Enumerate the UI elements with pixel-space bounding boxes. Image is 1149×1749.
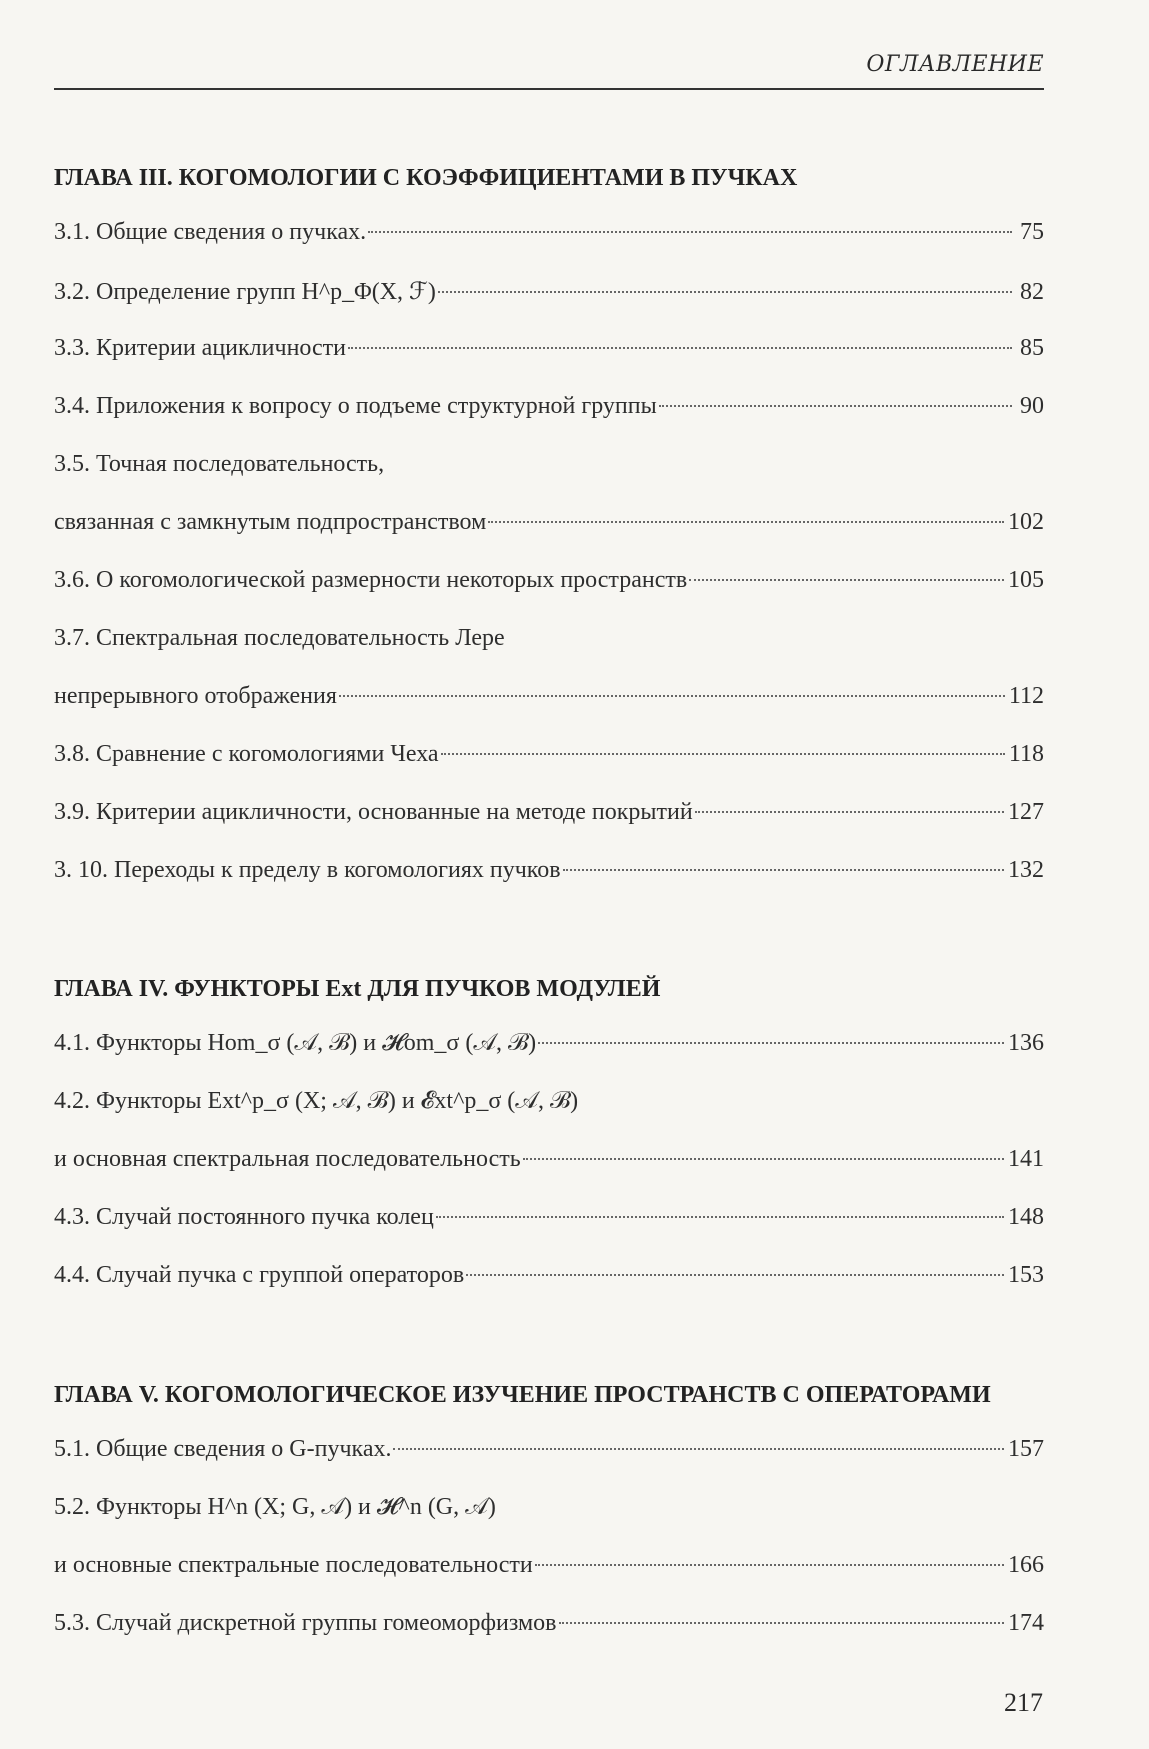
dot-leader xyxy=(436,1216,1004,1218)
toc-page-number: 157 xyxy=(1008,1436,1044,1462)
toc-entry-text: 3. 10. Переходы к пределу в когомологиях пучков xyxy=(54,857,561,883)
dot-leader xyxy=(695,811,1004,813)
toc-entry xyxy=(54,567,1044,625)
toc-page-number: 148 xyxy=(1008,1204,1044,1230)
toc-page-number: 132 xyxy=(1008,857,1044,883)
dot-leader xyxy=(563,869,1004,871)
toc-entry-text: связанная с замкнутым подпространством xyxy=(54,509,487,535)
toc-page-number: 82 xyxy=(1020,279,1044,305)
toc-entry xyxy=(54,683,1044,741)
toc-entry xyxy=(54,277,1044,335)
dot-leader xyxy=(559,1622,1005,1624)
dot-leader xyxy=(348,347,1012,349)
toc-list xyxy=(54,1436,1044,1668)
toc-entry xyxy=(54,1494,1044,1552)
toc-entry xyxy=(54,509,1044,567)
toc-page-number: 127 xyxy=(1008,799,1044,825)
toc-entry-text: 4.3. Случай постоянного пучка колец xyxy=(54,1204,434,1230)
toc-entry-text: и основные спектральные последовательности xyxy=(54,1552,533,1578)
toc-page-number: 112 xyxy=(1008,683,1044,709)
dot-leader xyxy=(523,1158,1004,1160)
toc-page-number: 90 xyxy=(1020,393,1044,419)
toc-entry xyxy=(54,625,1044,683)
chapter-heading: ГЛАВА IV. ФУНКТОРЫ Ext ДЛЯ ПУЧКОВ МОДУЛЕЙ xyxy=(54,976,661,1002)
dot-leader xyxy=(438,291,1012,293)
toc-entry-text: 3.7. Спектральная последовательность Лере xyxy=(54,625,505,651)
dot-leader xyxy=(393,1448,1004,1450)
dot-leader xyxy=(659,405,1012,407)
toc-entry xyxy=(54,799,1044,857)
toc-entry xyxy=(54,1146,1044,1204)
chapter-heading: ГЛАВА V. КОГОМОЛОГИЧЕСКОЕ ИЗУЧЕНИЕ ПРОСТРАНСТВ С ОПЕРАТОРАМИ xyxy=(54,1382,991,1408)
toc-entry xyxy=(54,1262,1044,1320)
toc-entry-text: 3.1. Общие сведения о пучках. xyxy=(54,219,367,245)
toc-entry xyxy=(54,451,1044,509)
dot-leader xyxy=(368,231,1012,233)
toc-entry xyxy=(54,335,1044,393)
toc-entry-text: 3.4. Приложения к вопросу о подъеме структурной группы xyxy=(54,393,657,419)
chapter-heading: ГЛАВА III. КОГОМОЛОГИИ С КОЭФФИЦИЕНТАМИ В ПУЧКАХ xyxy=(54,165,798,191)
toc-page-number: 102 xyxy=(1008,509,1044,535)
header-rule xyxy=(54,88,1044,90)
toc-entry xyxy=(54,1088,1044,1146)
dot-leader xyxy=(441,753,1005,755)
toc-entry xyxy=(54,1030,1044,1088)
dot-leader xyxy=(538,1042,1004,1044)
toc-list xyxy=(54,219,1044,915)
toc-entry-text: 3.5. Точная последовательность, xyxy=(54,451,385,477)
toc-entry-text: 4.2. Функторы Ext^p_σ (X; 𝒜, ℬ) и 𝓔xt^p_σ (𝒜, ℬ) xyxy=(54,1088,579,1114)
toc-entry-text: и основная спектральная последовательность xyxy=(54,1146,521,1172)
dot-leader xyxy=(488,521,1004,523)
toc-page-number: 136 xyxy=(1008,1030,1044,1056)
toc-entry xyxy=(54,219,1044,277)
dot-leader xyxy=(339,695,1005,697)
dot-leader xyxy=(689,579,1004,581)
toc-entry xyxy=(54,1204,1044,1262)
toc-entry xyxy=(54,741,1044,799)
toc-page-number: 141 xyxy=(1008,1146,1044,1172)
toc-page-number: 105 xyxy=(1008,567,1044,593)
toc-entry-text: 3.2. Определение групп H^p_Φ(X, ℱ) xyxy=(54,279,436,305)
toc-entry xyxy=(54,1610,1044,1668)
dot-leader xyxy=(466,1274,1004,1276)
toc-page-number: 118 xyxy=(1008,741,1044,767)
toc-page-number: 153 xyxy=(1008,1262,1044,1288)
toc-page-number: 85 xyxy=(1020,335,1044,361)
toc-entry-text: 3.6. О когомологической размерности некоторых пространств xyxy=(54,567,688,593)
dot-leader xyxy=(535,1564,1004,1566)
toc-entry-text: 5.1. Общие сведения о G-пучках. xyxy=(54,1436,392,1462)
running-head: ОГЛАВЛЕНИЕ xyxy=(866,52,1044,77)
toc-entry-text: 3.9. Критерии ацикличности, основанные на методе покрытий xyxy=(54,799,693,825)
toc-page-number: 174 xyxy=(1008,1610,1044,1636)
toc-entry xyxy=(54,1552,1044,1610)
toc-page-number: 75 xyxy=(1020,219,1044,245)
toc-page-number: 166 xyxy=(1008,1552,1044,1578)
toc-entry-text: непрерывного отображения xyxy=(54,683,337,709)
toc-entry-text: 5.3. Случай дискретной группы гомеоморфизмов xyxy=(54,1610,557,1636)
toc-entry xyxy=(54,1436,1044,1494)
toc-entry-text: 5.2. Функторы H^n (X; G, 𝒜) и 𝓗^n (G, 𝒜) xyxy=(54,1494,496,1520)
toc-entry-text: 4.1. Функторы Hom_σ (𝒜, ℬ) и 𝓗om_σ (𝒜, ℬ) xyxy=(54,1030,537,1056)
toc-list xyxy=(54,1030,1044,1320)
toc-entry xyxy=(54,857,1044,915)
toc-entry-text: 3.3. Критерии ацикличности xyxy=(54,335,346,361)
toc-entry-text: 3.8. Сравнение с когомологиями Чеха xyxy=(54,741,439,767)
toc-entry-text: 4.4. Случай пучка с группой операторов xyxy=(54,1262,465,1288)
page-number: 217 xyxy=(1004,1688,1043,1717)
toc-entry xyxy=(54,393,1044,451)
